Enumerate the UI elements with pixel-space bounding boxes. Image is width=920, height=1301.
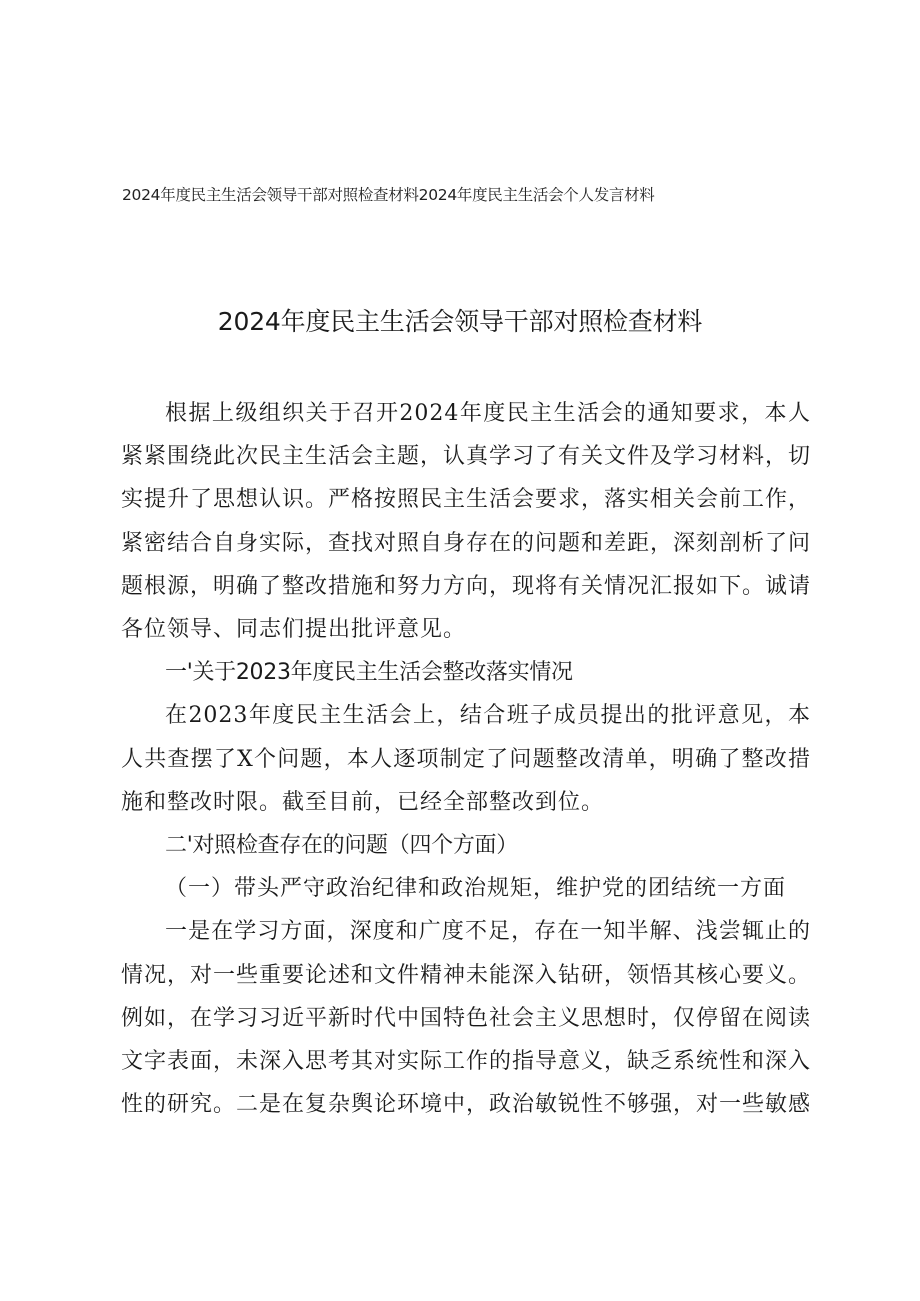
section-1-heading: 一'关于2023年度民主生活会整改落实情况	[165, 660, 573, 686]
section-2-paragraph: 一是在学习方面，深度和广度不足，存在一知半解、浅尝辄止的情况，对一些重要论述和文件精神未能深入钻研，领悟其核心要义。例如，在学习习近平新时代中国特色社会主义思想时，仅停留在阅读文字表面，未深入思考其对实际工作的指导意义，缺乏系统性和深入性的研究。二是在复杂舆论环境中，政治敏锐性不够强，对一些敏感	[121, 919, 812, 1118]
section-1-paragraph: 在2023年度民主生活会上，结合班子成员提出的批评意见，本人共查摆了X个问题，本人逐项制定了问题整改清单，明确了整改措施和整改时限。截至目前，已经全部整改到位。	[121, 703, 811, 815]
document-header: 2024年度民主生活会领导干部对照检查材料2024年度民主生活会个人发言材料	[122, 186, 655, 204]
section-2-heading: 二'对照检查存在的问题（四个方面）	[165, 833, 518, 859]
document-title: 2024年度民主生活会领导干部对照检查材料	[217, 307, 703, 336]
intro-paragraph: 根据上级组织关于召开2024年度民主生活会的通知要求，本人紧紧围绕此次民主生活会主题，认真学习了有关文件及学习材料，切实提升了思想认识。严格按照民主生活会要求，落实相关会前工作，紧密结合自身实际，查找对照自身存在的问题和差距，深刻剖析了问题根源，明确了整改措施和努力方向，现将有关情况汇报如下。诚请各位领导、同志们提出批评意见。	[121, 401, 812, 643]
document-body	[121, 392, 811, 1126]
section-2-subheading: （一）带头严守政治纪律和政治规矩，维护党的团结统一方面	[165, 876, 787, 902]
